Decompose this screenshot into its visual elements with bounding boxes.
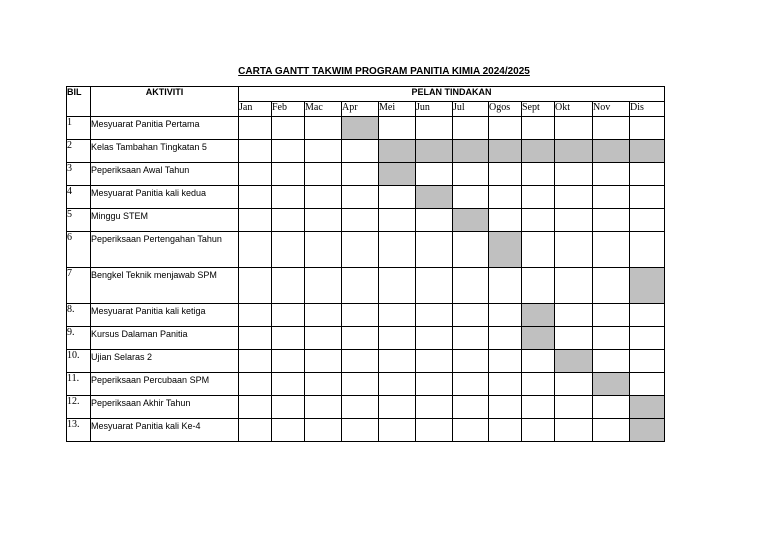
gantt-empty-cell — [593, 209, 630, 232]
gantt-empty-cell — [489, 419, 522, 442]
gantt-empty-cell — [305, 117, 342, 140]
gantt-empty-cell — [379, 186, 416, 209]
gantt-empty-cell — [555, 268, 593, 304]
gantt-empty-cell — [630, 232, 665, 268]
gantt-empty-cell — [489, 373, 522, 396]
gantt-bar-cell — [489, 232, 522, 268]
gantt-empty-cell — [239, 350, 272, 373]
gantt-empty-cell — [489, 396, 522, 419]
gantt-empty-cell — [593, 232, 630, 268]
gantt-bar-cell — [630, 140, 665, 163]
row-number: 1 — [67, 117, 91, 140]
gantt-empty-cell — [416, 419, 453, 442]
gantt-empty-cell — [342, 232, 379, 268]
gantt-empty-cell — [522, 373, 555, 396]
pelan-tindakan-header: PELAN TINDAKAN — [239, 87, 665, 102]
gantt-empty-cell — [239, 209, 272, 232]
activity-name: Mesyuarat Panitia kali Ke-4 — [91, 419, 239, 442]
gantt-empty-cell — [555, 396, 593, 419]
gantt-empty-cell — [272, 350, 305, 373]
table-row — [67, 350, 665, 373]
gantt-empty-cell — [305, 304, 342, 327]
month-header: Mac — [305, 102, 342, 117]
gantt-empty-cell — [272, 373, 305, 396]
gantt-empty-cell — [342, 209, 379, 232]
row-number: 7 — [67, 268, 91, 304]
gantt-empty-cell — [239, 396, 272, 419]
gantt-bar-cell — [416, 140, 453, 163]
gantt-empty-cell — [272, 268, 305, 304]
gantt-empty-cell — [305, 373, 342, 396]
month-header: Jul — [453, 102, 489, 117]
gantt-empty-cell — [305, 232, 342, 268]
gantt-empty-cell — [555, 186, 593, 209]
gantt-empty-cell — [453, 268, 489, 304]
activity-name: Mesyuarat Panitia kali ketiga — [91, 304, 239, 327]
activity-name: Mesyuarat Panitia Pertama — [91, 117, 239, 140]
gantt-empty-cell — [555, 163, 593, 186]
gantt-empty-cell — [453, 186, 489, 209]
gantt-empty-cell — [305, 186, 342, 209]
gantt-empty-cell — [630, 163, 665, 186]
gantt-bar-cell — [489, 140, 522, 163]
month-header: Okt — [555, 102, 593, 117]
gantt-empty-cell — [272, 117, 305, 140]
gantt-empty-cell — [239, 327, 272, 350]
gantt-bar-cell — [379, 163, 416, 186]
gantt-empty-cell — [522, 419, 555, 442]
activity-name: Peperiksaan Pertengahan Tahun — [91, 232, 239, 268]
row-number: 10. — [67, 350, 91, 373]
gantt-empty-cell — [342, 396, 379, 419]
gantt-bar-cell — [416, 186, 453, 209]
gantt-empty-cell — [239, 163, 272, 186]
month-header: Jun — [416, 102, 453, 117]
gantt-empty-cell — [239, 186, 272, 209]
gantt-empty-cell — [522, 186, 555, 209]
gantt-bar-cell — [379, 140, 416, 163]
gantt-empty-cell — [379, 327, 416, 350]
gantt-empty-cell — [416, 327, 453, 350]
row-number: 8. — [67, 304, 91, 327]
bil-header: BIL — [67, 87, 91, 117]
table-row — [67, 373, 665, 396]
gantt-empty-cell — [239, 140, 272, 163]
gantt-empty-cell — [379, 304, 416, 327]
gantt-empty-cell — [522, 209, 555, 232]
gantt-empty-cell — [630, 373, 665, 396]
table-row — [67, 396, 665, 419]
gantt-empty-cell — [239, 268, 272, 304]
gantt-bar-cell — [522, 140, 555, 163]
gantt-empty-cell — [342, 327, 379, 350]
activity-name: Peperiksaan Akhir Tahun — [91, 396, 239, 419]
gantt-empty-cell — [416, 373, 453, 396]
gantt-empty-cell — [630, 304, 665, 327]
table-row — [67, 163, 665, 186]
gantt-empty-cell — [555, 117, 593, 140]
gantt-empty-cell — [593, 186, 630, 209]
activity-name: Minggu STEM — [91, 209, 239, 232]
gantt-bar-cell — [453, 140, 489, 163]
gantt-bar-cell — [630, 268, 665, 304]
activity-name: Kelas Tambahan Tingkatan 5 — [91, 140, 239, 163]
gantt-empty-cell — [342, 268, 379, 304]
gantt-empty-cell — [305, 419, 342, 442]
gantt-empty-cell — [239, 373, 272, 396]
gantt-empty-cell — [453, 304, 489, 327]
gantt-empty-cell — [522, 232, 555, 268]
gantt-empty-cell — [379, 117, 416, 140]
gantt-empty-cell — [416, 232, 453, 268]
row-number: 9. — [67, 327, 91, 350]
gantt-empty-cell — [453, 163, 489, 186]
month-header: Nov — [593, 102, 630, 117]
gantt-empty-cell — [416, 117, 453, 140]
gantt-empty-cell — [593, 327, 630, 350]
gantt-empty-cell — [593, 419, 630, 442]
gantt-empty-cell — [239, 419, 272, 442]
gantt-empty-cell — [342, 186, 379, 209]
gantt-bar-cell — [630, 396, 665, 419]
gantt-empty-cell — [305, 396, 342, 419]
gantt-empty-cell — [489, 304, 522, 327]
gantt-bar-cell — [593, 373, 630, 396]
gantt-empty-cell — [239, 304, 272, 327]
gantt-empty-cell — [593, 163, 630, 186]
page-title: CARTA GANTT TAKWIM PROGRAM PANITIA KIMIA 2024/2025 — [238, 66, 530, 77]
gantt-empty-cell — [489, 327, 522, 350]
gantt-empty-cell — [630, 117, 665, 140]
gantt-empty-cell — [416, 304, 453, 327]
row-number: 2 — [67, 140, 91, 163]
gantt-empty-cell — [379, 396, 416, 419]
table-row — [67, 140, 665, 163]
gantt-empty-cell — [305, 327, 342, 350]
gantt-empty-cell — [239, 117, 272, 140]
gantt-empty-cell — [593, 268, 630, 304]
gantt-empty-cell — [342, 350, 379, 373]
gantt-empty-cell — [272, 186, 305, 209]
gantt-empty-cell — [630, 209, 665, 232]
row-number: 11. — [67, 373, 91, 396]
row-number: 12. — [67, 396, 91, 419]
gantt-empty-cell — [239, 232, 272, 268]
month-header: Sept — [522, 102, 555, 117]
gantt-empty-cell — [305, 163, 342, 186]
gantt-empty-cell — [489, 268, 522, 304]
gantt-body — [67, 117, 665, 442]
gantt-empty-cell — [342, 373, 379, 396]
gantt-empty-cell — [379, 209, 416, 232]
gantt-empty-cell — [555, 419, 593, 442]
gantt-empty-cell — [453, 396, 489, 419]
gantt-empty-cell — [272, 140, 305, 163]
gantt-empty-cell — [379, 232, 416, 268]
gantt-table — [66, 86, 665, 442]
gantt-empty-cell — [379, 268, 416, 304]
gantt-empty-cell — [272, 327, 305, 350]
gantt-empty-cell — [272, 232, 305, 268]
gantt-empty-cell — [453, 327, 489, 350]
gantt-empty-cell — [272, 163, 305, 186]
gantt-empty-cell — [416, 396, 453, 419]
activity-name: Bengkel Teknik menjawab SPM — [91, 268, 239, 304]
gantt-empty-cell — [522, 396, 555, 419]
gantt-bar-cell — [593, 140, 630, 163]
gantt-empty-cell — [453, 419, 489, 442]
gantt-empty-cell — [379, 419, 416, 442]
gantt-empty-cell — [593, 396, 630, 419]
gantt-empty-cell — [453, 232, 489, 268]
table-row — [67, 186, 665, 209]
gantt-empty-cell — [272, 396, 305, 419]
gantt-empty-cell — [555, 232, 593, 268]
gantt-empty-cell — [453, 350, 489, 373]
gantt-empty-cell — [630, 186, 665, 209]
activity-name: Mesyuarat Panitia kali kedua — [91, 186, 239, 209]
aktiviti-header: AKTIVITI — [91, 87, 239, 117]
gantt-empty-cell — [416, 209, 453, 232]
gantt-empty-cell — [416, 268, 453, 304]
gantt-empty-cell — [489, 117, 522, 140]
gantt-empty-cell — [342, 163, 379, 186]
gantt-empty-cell — [305, 268, 342, 304]
month-header: Dis — [630, 102, 665, 117]
table-row — [67, 232, 665, 268]
gantt-empty-cell — [305, 209, 342, 232]
month-header: Mei — [379, 102, 416, 117]
row-number: 5 — [67, 209, 91, 232]
gantt-empty-cell — [342, 419, 379, 442]
month-header: Ogos — [489, 102, 522, 117]
gantt-bar-cell — [555, 350, 593, 373]
gantt-empty-cell — [593, 117, 630, 140]
month-header: Jan — [239, 102, 272, 117]
gantt-empty-cell — [272, 209, 305, 232]
gantt-empty-cell — [379, 373, 416, 396]
gantt-empty-cell — [453, 117, 489, 140]
table-row — [67, 419, 665, 442]
gantt-bar-cell — [453, 209, 489, 232]
table-row — [67, 209, 665, 232]
gantt-empty-cell — [630, 327, 665, 350]
gantt-empty-cell — [305, 140, 342, 163]
gantt-bar-cell — [630, 419, 665, 442]
month-header: Feb — [272, 102, 305, 117]
table-row — [67, 268, 665, 304]
activity-name: Peperiksaan Awal Tahun — [91, 163, 239, 186]
gantt-bar-cell — [555, 140, 593, 163]
activity-name: Kursus Dalaman Panitia — [91, 327, 239, 350]
table-row — [67, 304, 665, 327]
row-number: 3 — [67, 163, 91, 186]
gantt-bar-cell — [342, 117, 379, 140]
gantt-empty-cell — [379, 350, 416, 373]
gantt-empty-cell — [522, 117, 555, 140]
gantt-empty-cell — [593, 350, 630, 373]
table-row — [67, 117, 665, 140]
gantt-bar-cell — [522, 304, 555, 327]
activity-name: Ujian Selaras 2 — [91, 350, 239, 373]
gantt-empty-cell — [416, 350, 453, 373]
table-row — [67, 327, 665, 350]
gantt-empty-cell — [272, 419, 305, 442]
row-number: 13. — [67, 419, 91, 442]
gantt-empty-cell — [489, 350, 522, 373]
row-number: 6 — [67, 232, 91, 268]
gantt-bar-cell — [522, 327, 555, 350]
activity-name: Peperiksaan Percubaan SPM — [91, 373, 239, 396]
month-header: Apr — [342, 102, 379, 117]
gantt-empty-cell — [416, 163, 453, 186]
gantt-empty-cell — [272, 304, 305, 327]
gantt-empty-cell — [555, 304, 593, 327]
gantt-empty-cell — [305, 350, 342, 373]
gantt-empty-cell — [555, 209, 593, 232]
gantt-empty-cell — [522, 350, 555, 373]
row-number: 4 — [67, 186, 91, 209]
gantt-empty-cell — [522, 163, 555, 186]
gantt-empty-cell — [489, 209, 522, 232]
gantt-empty-cell — [453, 373, 489, 396]
gantt-empty-cell — [489, 163, 522, 186]
gantt-empty-cell — [555, 373, 593, 396]
gantt-empty-cell — [342, 304, 379, 327]
gantt-empty-cell — [630, 350, 665, 373]
gantt-empty-cell — [489, 186, 522, 209]
gantt-empty-cell — [555, 327, 593, 350]
gantt-empty-cell — [593, 304, 630, 327]
gantt-empty-cell — [522, 268, 555, 304]
gantt-empty-cell — [342, 140, 379, 163]
